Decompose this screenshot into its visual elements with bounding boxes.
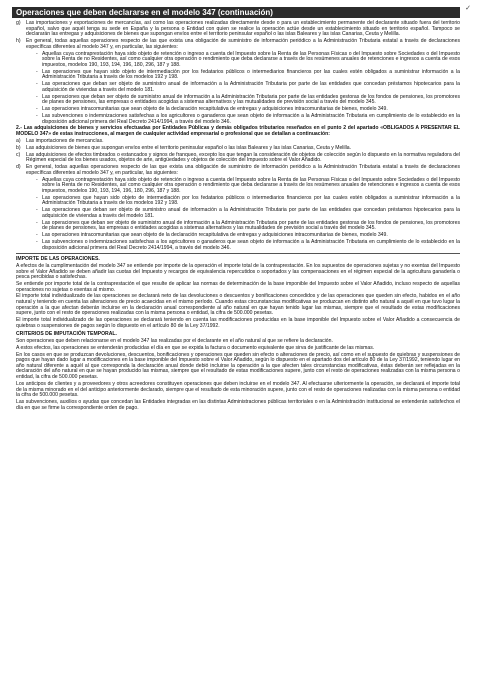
section-2-intro: 2.- Las adquisiciones de bienes y servicios efectuadas por Entidades Públicas y demás obligados tributarios reseñados en el punto 2 del apartado «OBLIGADOS A PRESENTAR EL MODELO 347» de estas instrucciones, al margen de cualquier actividad empresarial o profesional que se detallan a continuación: xyxy=(16,125,460,138)
item-h: h) En general, todas aquellas operaciones respecto de las que exista una obligación de suministro de información periódico a la Administración Tributaria estatal a través de declaraciones específicas diferentes al modelo 347 y, en particular, las siguientes: xyxy=(16,38,460,50)
list-item: - Aquellas cuya contraprestación haya sido objeto de retención o ingreso a cuenta del Impuesto sobre la Renta de las Personas Físicas o del Impuesto sobre Sociedades o del Impuesto sobre la Renta de no Residentes, así como cualquier otra operación o rendimiento que deba declararse a través de los resúmenes anuales de retenciones e ingresos a cuenta de esos impuestos, modelos 190, 193, 194, 196, 180, 296, 187 y 188. xyxy=(36,176,460,194)
item-c: c) Las adquisiciones de efectos timbrados o estancados y signos de franqueo, excepto los que tengan la consideración de objetos de colección según lo dispuesto en la normativa reguladora del Régimen especial de los bienes usados, objetos de arte, antigüedades y objetos de colección del Impuesto sobre el Valor Añadido. xyxy=(16,151,460,164)
list-item: - Las subvenciones o indemnizaciones satisfechas a los agricultores o ganaderos que sean objeto de información a la Administración Tributaria en cumplimiento de lo establecido en la disposición adicional primera del Real Decreto 2414/1994, a través del modelo 346. xyxy=(36,239,460,251)
item-d: d) En general, todas aquellas operaciones respecto de las que exista una obligación de suministro de información periódico a la Administración Tributaria estatal a través de declaraciones específicas diferentes al modelo 347 y, en particular, las siguientes: xyxy=(16,164,460,176)
importe-heading: IMPORTE DE LAS OPERACIONES. xyxy=(16,256,100,263)
dash-list-1 xyxy=(26,52,460,126)
criterios-heading: CRITERIOS DE IMPUTACIÓN TEMPORAL. xyxy=(16,331,117,338)
divider xyxy=(16,253,460,254)
list-item: - Las operaciones que deban ser objeto de suministro anual de información a la Administración Tributaria por parte de las entidades que concedan préstamos hipotecarios para la adquisición de viviendas a través del modelo 181. xyxy=(36,81,460,93)
importe-paragraph: A efectos de la cumplimentación del modelo 347 se entiende por importe de la operación el importe total de la contraprestación. En los supuestos de operaciones sujetas y no exentas del Impuesto sobre el Valor Añadido se deben añadir las cuotas del Impuesto y recargos de equivalencia repercutidos o soportados y las compensaciones en el régimen especial de la agricultura ganadería o pesca percibidas o satisfechas. xyxy=(16,262,460,281)
item-a: a) Las importaciones de mercancías. xyxy=(16,137,104,144)
criterios-paragraph: Los anticipos de clientes y a proveedores y otros acreedores constituyen operaciones que deben incluirse en el modelo 347. Al efectuarse ulteriormente la operación, se declarará el importe total de la misma minorado en el del anticipo anteriormente declarado, siempre que el resultado de esta minoración supere, junto con el resto de operaciones realizadas con la misma persona o entidad la cifra de 500.000 pesetas. xyxy=(16,380,460,399)
corner-check-mark: ✓ xyxy=(465,5,471,12)
criterios-paragraph: Las subvenciones, auxilios o ayudas que concedan las Entidades integradas en las distintas Administraciones públicas territoriales o en la Administración institucional se entenderán satisfechos el día en que se firme la correspondiente orden de pago. xyxy=(16,399,460,411)
document-body xyxy=(16,21,460,413)
list-item: - Las operaciones que deban ser objeto de suministro anual de información a la Administración Tributaria por parte de las entidades que concedan préstamos hipotecarios para la adquisición de viviendas a través del modelo 181. xyxy=(36,207,460,219)
list-item: - Las subvenciones o indemnizaciones satisfechas a los agricultores o ganaderos que sean objeto de información a la Administración Tributaria en cumplimiento de lo establecido en la disposición adicional primera del Real Decreto 2414/1994, a través del modelo 346. xyxy=(36,112,460,125)
criterios-paragraph: En los casos en que se produzcan devoluciones, descuentos, bonificaciones y operaciones que queden sin efecto o alteraciones de precio, así como en el supuesto de quiebras y suspensiones de pagos que hayan dado lugar a modificaciones en la base imponible del Impuesto sobre el Valor Añadido, según lo dispuesto en el apartado dos del artículo 80 de la Ley 37/1992, teniendo lugar en año natural diferente a aquél al que corresponda la declaración anual donde debió incluirse la operación a la que afecten tales circunstancias modificativas, éstas deberán ser reflejadas en la declaración del año natural en que se hayan producido las mismas, siempre que el resultado de estas modificaciones supere, junto con el resto de operaciones realizadas con la misma persona o entidad, la cifra de 500.000 pesetas. xyxy=(16,351,460,381)
importe-paragraph: Se entiende por importe total de la contraprestación el que resulte de aplicar las normas de determinación de la base imponible del Impuesto sobre el Valor Añadido, incluso respecto de aquellas operaciones no sujetas o exentas al mismo. xyxy=(16,280,460,293)
criterios-paragraph: A estos efectos, las operaciones se entenderán producidas el día en que se expida la factura o documento equivalente que sirva de justificante de las mismas. xyxy=(16,344,375,351)
list-item: - Las operaciones que deban ser objeto de suministro anual de información a la Administración Tributaria por parte de las entidades gestoras de los fondos de pensiones, los promotores de planes de pensiones, las empresas o entidades acogidas a sistemas alternativos y las mutualidades de previsión social a través del modelo 345. xyxy=(36,219,460,232)
list-item: - Las operaciones intracomunitarias que sean objeto de la declaración recapitulativa de entregas y adquisiciones intracomunitarias de bienes, modelo 349. xyxy=(36,106,388,113)
list-item: - Las operaciones que hayan sido objeto de intermediación por los fedatarios públicos o intermediarios financieros por las cuales estén obligados a suministrar información a la Administración Tributaria a través de los modelos 192 y 198. xyxy=(36,194,460,207)
importe-paragraph: El importe total individualizado de las operaciones se declarará neto de las devoluciones o descuentos y bonificaciones concedidos y de las operaciones que queden sin efecto, habidos en el año natural y teniendo en cuenta las alteraciones de precio acaecidas en el mismo período. Cuando estas circunstancias modificativas se produzcan en distinto año natural a aquél en que tuvo lugar la operación a la que afectan deberán incluirse en la declaración anual correspondiente al año natural en que hayan tenido lugar las mismas, siempre que el resultado de estas modificaciones supere, junto con el resto de operaciones realizadas con la misma persona o entidad, la cifra de 500.000 pesetas. xyxy=(16,293,460,317)
list-item: - Aquellas cuya contraprestación haya sido objeto de retención o ingreso a cuenta del Impuesto sobre la Renta de las Personas Físicas o del Impuesto sobre Sociedades o del Impuesto sobre la Renta de no Residentes, así como cualquier otra operación o rendimiento que deba declararse a través de los resúmenes anuales de retenciones e ingresos a cuenta de esos impuestos, modelos 190, 193, 194, 196, 180, 296, 187 y 188. xyxy=(36,50,460,68)
section-title-bar: Operaciones que deben declararse en el modelo 347 (continuación) xyxy=(12,7,460,18)
criterios-paragraph: Son operaciones que deben relacionarse en el modelo 347 las realizadas por el declarante en el año natural al que se refiere la declaración. xyxy=(16,337,333,344)
list-item: - Las operaciones que deban ser objeto de suministro anual de información a la Administración Tributaria por parte de las entidades gestoras de los fondos de pensiones, los promotores de planes de pensiones, las empresas o entidades acogidas a sistemas alternativos y las mutualidades de previsión social a través del modelo 345. xyxy=(36,93,460,106)
list-item: - Las operaciones intracomunitarias que sean objeto de la declaración recapitulativa de entregas y adquisiciones intracomunitarias de bienes, modelo 349. xyxy=(36,232,388,239)
importe-paragraph: El importe total individualizado de las operaciones se declarará teniendo en cuenta las modificaciones producidas en la base imponible del Impuesto sobre el Valor Añadido a consecuencia de quiebras o suspensiones de pagos según lo dispuesto en el artículo 80 de la Ley 37/1992. xyxy=(16,317,460,329)
dash-list-2 xyxy=(26,178,460,252)
item-b: b) Las adquisiciones de bienes que supongan envíos entre el territorio peninsular español o las islas Baleares y las islas Canarias, Ceuta y Melilla. xyxy=(16,144,352,151)
list-item: - Las operaciones que hayan sido objeto de intermediación por los fedatarios públicos o intermediarios financieros por las cuales estén obligados a suministrar información a la Administración Tributaria a través de los modelos 192 y 198. xyxy=(36,68,460,81)
item-g: g) Las importaciones y exportaciones de mercancías, así como las operaciones realizadas directamente desde o para un establecimiento permanente del declarante situado fuera del territorio español, salvo que aquél tenga su sede en España y la persona o Entidad con quien se realice la operación actúe desde un establecimiento situado en territorio español. Tampoco se declararán las entregas y adquisiciones de bienes que supongan envíos entre el territorio peninsular español o las islas Baleares y las islas Canarias, Ceuta y Melilla. xyxy=(16,20,460,38)
